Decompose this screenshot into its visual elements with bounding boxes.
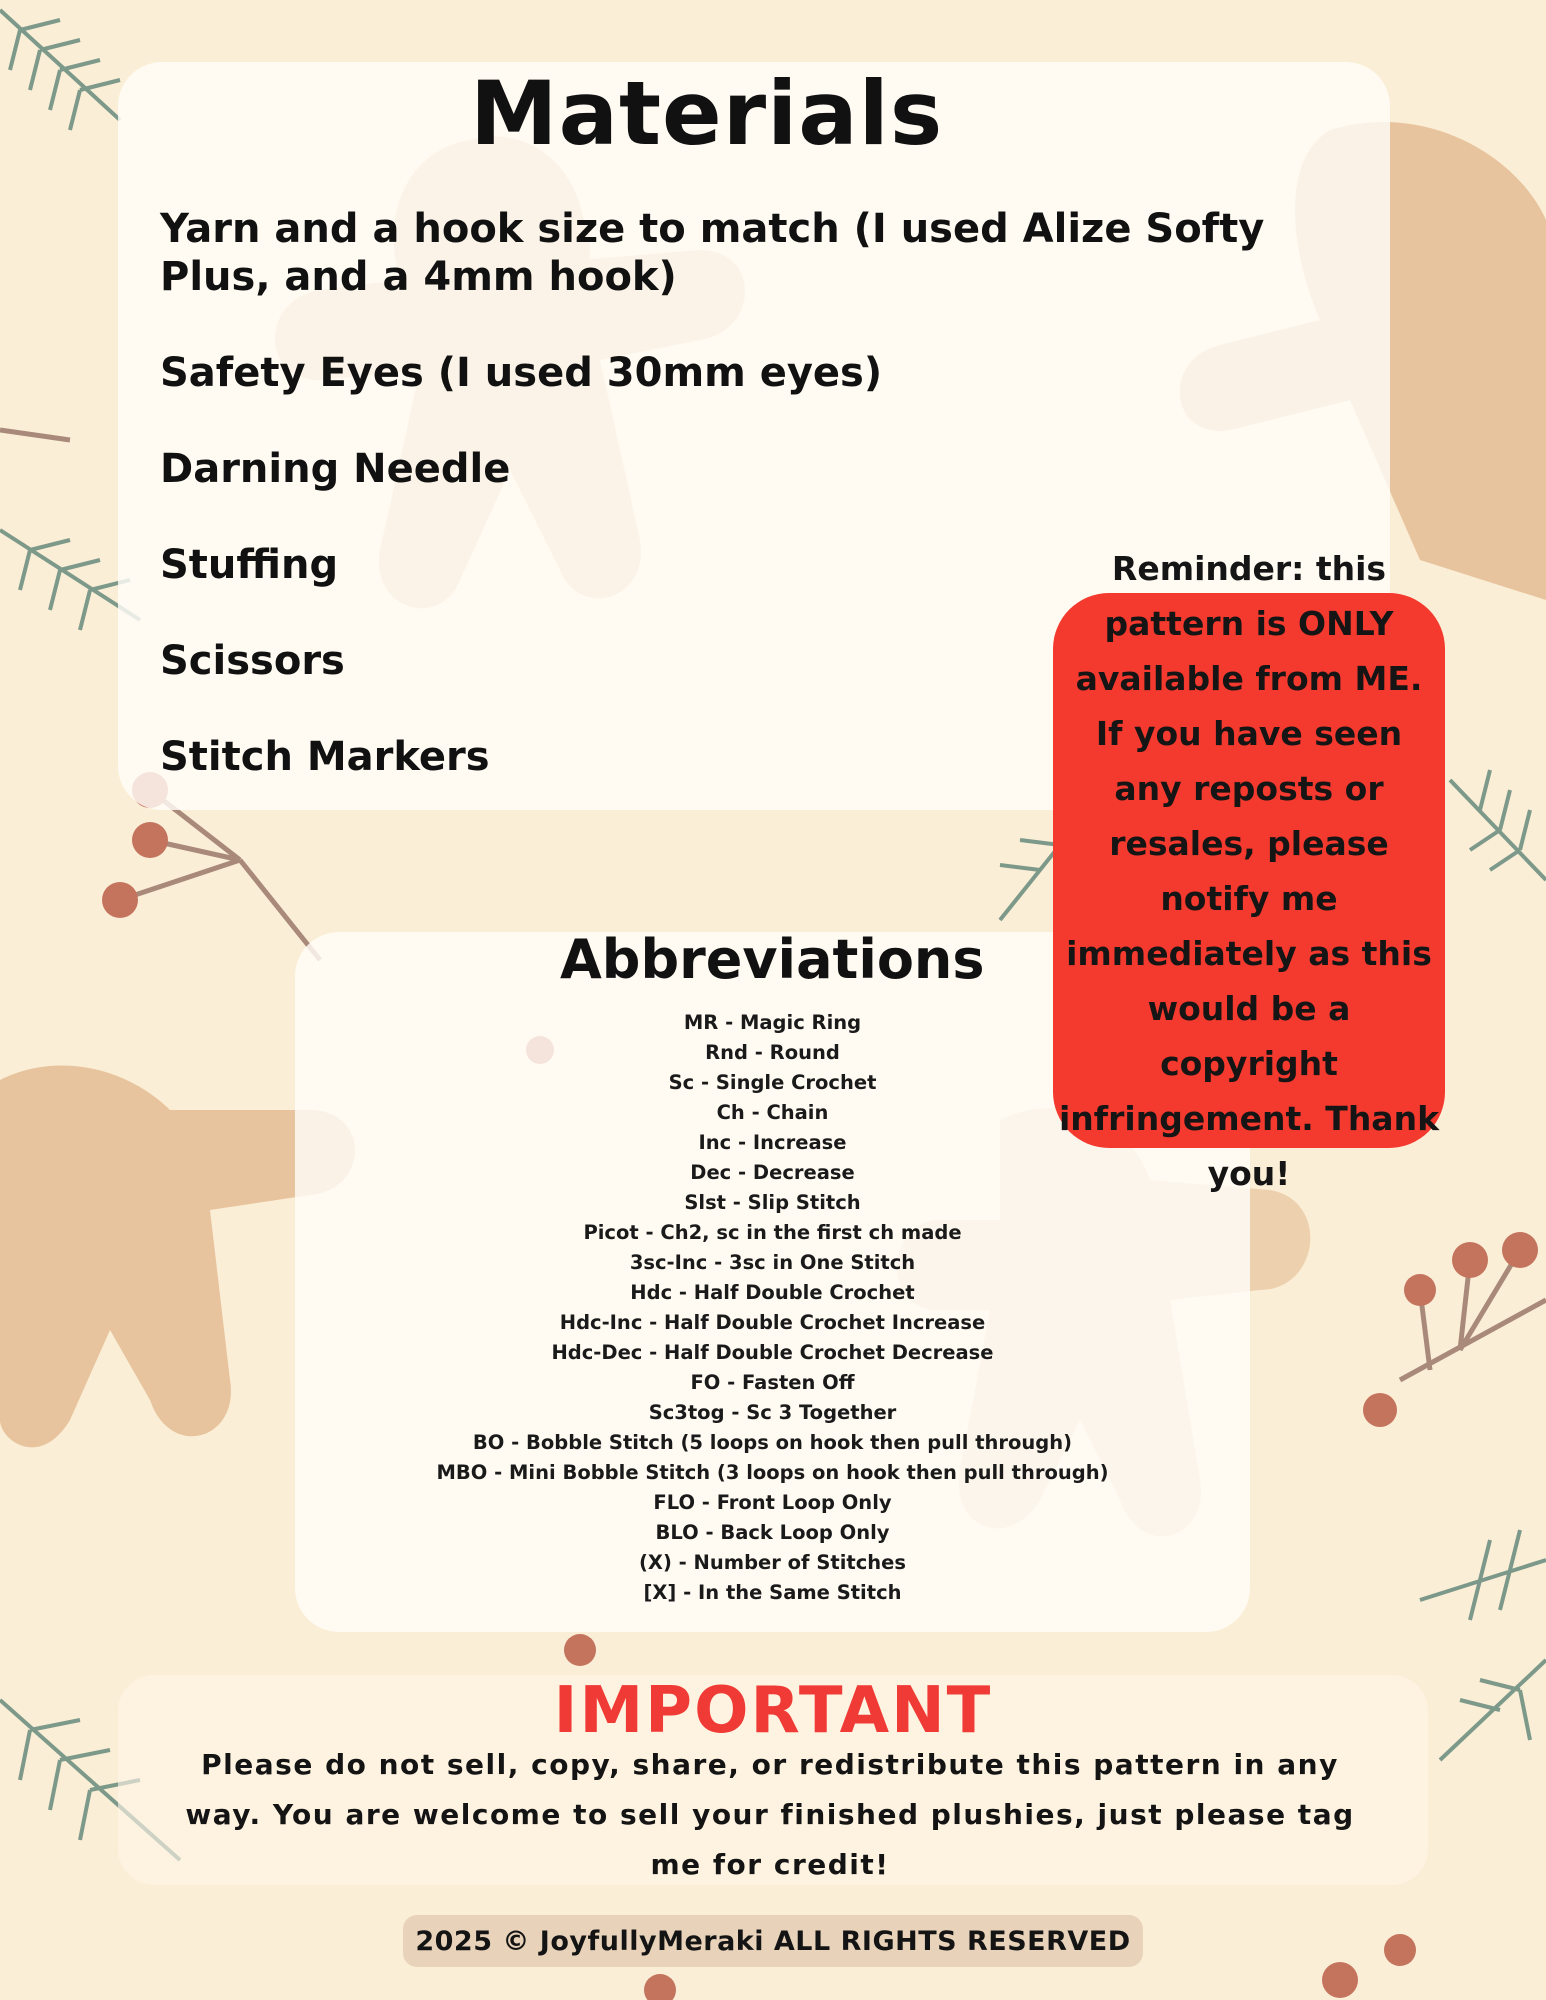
list-item: Stitch Markers — [160, 734, 490, 780]
list-item: Scissors — [160, 638, 345, 684]
list-item: FO - Fasten Off — [690, 1371, 855, 1394]
list-item: Stuffing — [160, 542, 339, 588]
list-item: Ch - Chain — [716, 1101, 829, 1124]
list-item: (X) - Number of Stitches — [639, 1551, 906, 1574]
abbreviations-title: Abbreviations — [560, 928, 985, 991]
list-item: FLO - Front Loop Only — [653, 1491, 892, 1514]
important-text: Please do not sell, copy, share, or redistribute this pattern in any way. You are welcome to sell your finished plushies, just please tag me for credit! — [185, 1748, 1355, 1881]
list-item: Darning Needle — [160, 446, 511, 492]
materials-title: Materials — [470, 62, 944, 165]
list-item: 3sc-Inc - 3sc in One Stitch — [629, 1251, 916, 1274]
list-item: Picot - Ch2, sc in the first ch made — [583, 1221, 962, 1244]
list-item: Sc3tog - Sc 3 Together — [648, 1401, 897, 1424]
list-item: BLO - Back Loop Only — [655, 1521, 890, 1544]
list-item: MR - Magic Ring — [683, 1011, 862, 1034]
list-item: Hdc-Dec - Half Double Crochet Decrease — [551, 1341, 994, 1364]
reminder-callout — [1053, 548, 1445, 1193]
list-item: Rnd - Round — [705, 1041, 840, 1064]
copyright-text: 2025 © JoyfullyMeraki ALL RIGHTS RESERVED — [415, 1925, 1131, 1957]
list-item: [X] - In the Same Stitch — [643, 1581, 902, 1604]
list-item: Yarn and a hook size to match (I used Alize Softy Plus, and a 4mm hook) — [160, 206, 1265, 300]
reminder-text: Reminder: this pattern is ONLY available from ME. If you have seen any reposts or resales, please notify me immediately as this would be a copyright infringement. Thank you! — [1059, 548, 1440, 1193]
list-item: Dec - Decrease — [690, 1161, 855, 1184]
list-item: Sc - Single Crochet — [668, 1071, 877, 1094]
list-item: MBO - Mini Bobble Stitch (3 loops on hook then pull through) — [436, 1461, 1109, 1484]
list-item: Safety Eyes (I used 30mm eyes) — [160, 350, 883, 396]
list-item: Inc - Increase — [698, 1131, 847, 1154]
list-item: Slst - Slip Stitch — [684, 1191, 861, 1214]
list-item: Hdc - Half Double Crochet — [630, 1281, 915, 1304]
copyright-bar — [403, 1915, 1143, 1967]
list-item: Hdc-Inc - Half Double Crochet Increase — [559, 1311, 986, 1334]
important-title: IMPORTANT — [553, 1674, 993, 1748]
list-item: BO - Bobble Stitch (5 loops on hook then pull through) — [472, 1431, 1073, 1454]
